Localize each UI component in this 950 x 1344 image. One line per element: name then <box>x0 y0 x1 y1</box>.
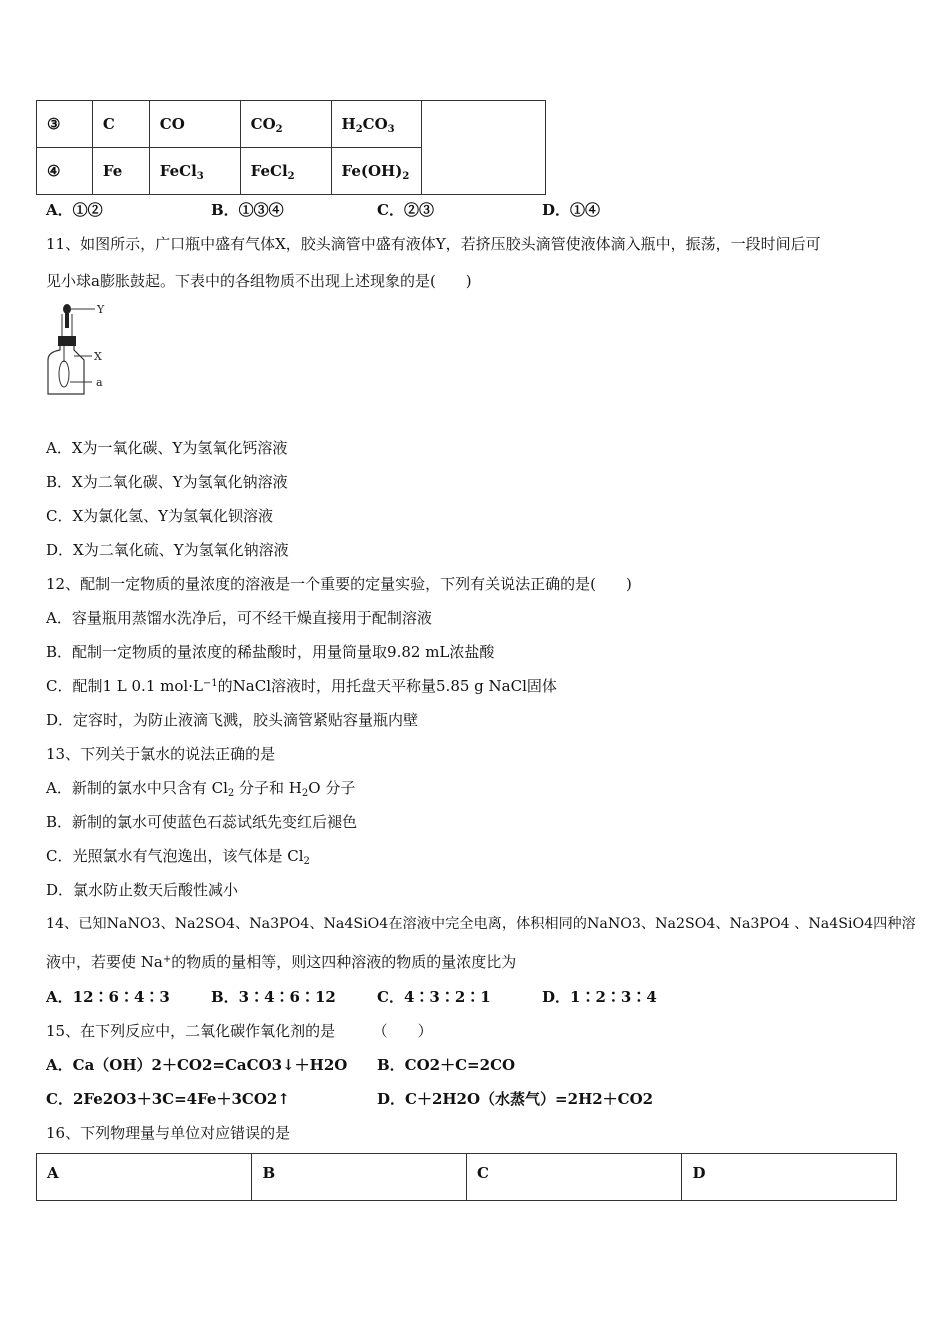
q14-option-d[interactable]: D．1∶2∶3∶4 <box>542 988 657 1006</box>
table-row <box>37 101 546 148</box>
q13-option-d[interactable]: D．氯水防止数天后酸性减小 <box>46 881 239 899</box>
table-cell: FeCl$_3$ <box>149 148 240 195</box>
q14-option-c[interactable]: C．4∶3∶2∶1 <box>377 988 491 1006</box>
q16-table <box>36 1153 897 1201</box>
table-cell: $CO_2$ <box>240 101 331 148</box>
q11-stem-line2: 见小球a膨胀鼓起。下表中的各组物质不出现上述现象的是( ) <box>46 272 472 290</box>
q12-option-a[interactable]: A．容量瓶用蒸馏水洗净后，可不经干燥直接用于配制溶液 <box>46 609 432 627</box>
reagent-table <box>36 100 546 195</box>
q10-option-a[interactable]: A．①② <box>46 201 103 219</box>
table-cell: C <box>92 101 149 148</box>
q10-option-c[interactable]: C．②③ <box>377 201 434 219</box>
table-row <box>37 1154 897 1201</box>
q14-option-b[interactable]: B．3∶4∶6∶12 <box>211 988 336 1006</box>
q11-stem-line1: 11、如图所示，广口瓶中盛有气体X，胶头滴管中盛有液体Y，若挤压胶头滴管使液体滴入瓶中，振荡，一段时间后可 <box>46 235 821 253</box>
table-cell: Fe <box>92 148 149 195</box>
table-cell: CO <box>149 101 240 148</box>
q15-stem: 15、在下列反应中，二氧化碳作氧化剂的是 （ ） <box>46 1022 433 1040</box>
q14-stem-line1: 14、已知NaNO3、Na2SO4、Na3PO4、Na4SiO4在溶液中完全电离，体积相同的NaNO3、Na2SO4、Na3PO4 、Na4SiO4四种溶 <box>46 916 916 932</box>
table-cell: FeCl$_2$ <box>240 148 331 195</box>
q15-option-b[interactable]: B．CO2＋C=2CO <box>377 1056 516 1074</box>
q13-option-b[interactable]: B．新制的氯水可使蓝色石蕊试纸先变红后褪色 <box>46 813 358 831</box>
q11-option-c[interactable]: C．X为氯化氢、Y为氢氧化钡溶液 <box>46 507 274 525</box>
table-cell: $Fe(OH)_2$ <box>331 148 422 195</box>
row-number: ④ <box>37 148 93 195</box>
q12-option-d[interactable]: D．定容时，为防止液滴飞溅，胶头滴管紧贴容量瓶内壁 <box>46 711 419 729</box>
q14-stem-line2: 液中，若要使 Na+的物质的量相等，则这四种溶液的物质的量浓度比为 <box>46 953 517 971</box>
q13-option-a[interactable]: A．新制的氯水中只含有 $Cl_2$ 分子和 $H_2O$ 分子 <box>46 779 356 799</box>
q16-header-b: B <box>252 1154 467 1201</box>
q15-option-c[interactable]: C．2Fe2O3＋3C=4Fe＋3CO2↑ <box>46 1090 290 1108</box>
row-number: ③ <box>37 101 93 148</box>
table-cell-empty <box>422 101 546 195</box>
label-y: Y <box>97 303 105 316</box>
q15-option-d[interactable]: D．C＋2H2O（水蒸气）=2H2＋CO2 <box>377 1090 654 1108</box>
q12-option-b[interactable]: B．配制一定物质的量浓度的稀盐酸时，用量筒量取9.82 mL浓盐酸 <box>46 643 495 661</box>
q11-option-d[interactable]: D．X为二氧化硫、Y为氢氧化钠溶液 <box>46 541 289 559</box>
q12-stem: 12、配制一定物质的量浓度的溶液是一个重要的定量实验，下列有关说法正确的是( ) <box>46 575 632 593</box>
flask-diagram <box>40 300 120 400</box>
q10-option-b[interactable]: B．①③④ <box>211 201 284 219</box>
q10-option-d[interactable]: D．①④ <box>542 201 601 219</box>
label-x: X <box>94 350 102 363</box>
q16-stem: 16、下列物理量与单位对应错误的是 <box>46 1124 291 1142</box>
q16-header-d: D <box>682 1154 897 1201</box>
q11-option-b[interactable]: B．X为二氧化碳、Y为氢氧化钠溶液 <box>46 473 288 491</box>
q12-option-c[interactable]: C．配制1 L 0.1 $mol\cdot L^{-1}$的NaCl溶液时，用托盘天平称量5.85 g NaCl固体 <box>46 677 557 695</box>
label-a: a <box>96 376 103 389</box>
q14-option-a[interactable]: A．12∶6∶4∶3 <box>46 988 170 1006</box>
q15-option-a[interactable]: A．Ca（OH）2＋CO2=CaCO3↓＋H2O <box>46 1056 348 1074</box>
table-cell: $H_2CO_3$ <box>331 101 422 148</box>
q16-header-a: A <box>37 1154 252 1201</box>
q13-stem: 13、下列关于氯水的说法正确的是 <box>46 745 276 763</box>
q11-option-a[interactable]: A．X为一氧化碳、Y为氢氧化钙溶液 <box>46 439 288 457</box>
q13-option-c[interactable]: C．光照氯水有气泡逸出，该气体是 $Cl_2$ <box>46 847 310 867</box>
q16-header-c: C <box>466 1154 681 1201</box>
